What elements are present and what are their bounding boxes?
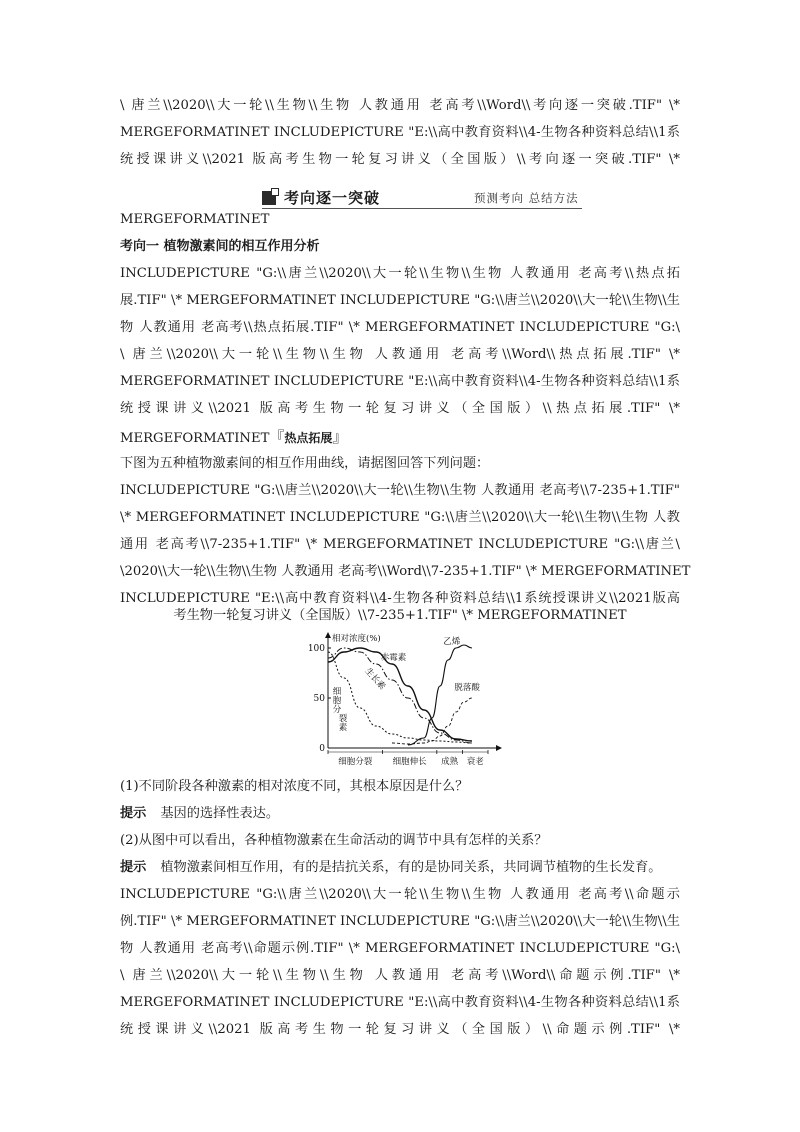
field-code-line: MERGEFORMATINET INCLUDEPICTURE "E:\\高中教育资料\\4-生物各种资料总结\\1系: [120, 125, 680, 140]
series-label: 赤霉素: [380, 653, 407, 663]
field-code-line: MERGEFORMATINET INCLUDEPICTURE "E:\\高中教育资料\\4-生物各种资料总结\\1系: [120, 374, 680, 389]
field-code-line: 统授课讲义\\2021 版高考生物一轮复习讲义（全国版）\\考向逐一突破.TIF" \*: [120, 152, 680, 167]
x-stage-label: 成熟: [441, 757, 459, 767]
x-axis-arrow: [496, 745, 502, 751]
tag-bracket-close: 』: [332, 428, 348, 446]
field-code-line: 展.TIF" \* MERGEFORMATINET INCLUDEPICTURE "G:\\唐兰\\2020\\大一轮\\生物\\生: [120, 293, 680, 308]
field-code-line: INCLUDEPICTURE "G:\\唐兰\\2020\\大一轮\\生物\\生物 人教通用 老高考\\7-235+1.TIF": [120, 483, 680, 498]
question-2: (2)从图中可以看出，各种植物激素在生命活动的调节中具有怎样的关系？: [120, 833, 548, 848]
series-line-3: [328, 652, 472, 743]
hint-text: 植物激素间相互作用，有的是拮抗关系，有的是协同关系，共同调节植物的生长发育。: [160, 860, 662, 875]
x-stage-label: 细胞伸长: [392, 757, 427, 767]
field-code-line: 统授课讲义\\2021 版高考生物一轮复习讲义（全国版）\\命题示例.TIF" \*: [120, 1022, 680, 1037]
series-label-char: 胞: [332, 696, 342, 706]
series-label-char: 细: [332, 687, 342, 697]
y-axis-label: 相对浓度(%): [332, 634, 381, 644]
field-code-line: 例.TIF" \* MERGEFORMATINET INCLUDEPICTURE "G:\\唐兰\\2020\\大一轮\\生物\\生: [120, 914, 680, 929]
question-intro: 下图为五种植物激素间的相互作用曲线，请据图回答下列问题：: [120, 456, 490, 471]
series-label-char: 分: [332, 705, 342, 715]
field-code-line: INCLUDEPICTURE "G:\\唐兰\\2020\\大一轮\\生物\\生物 人教通用 老高考\\命题示: [120, 887, 680, 902]
x-stage-label: 细胞分裂: [338, 757, 373, 767]
field-code-line: MERGEFORMATINET: [120, 212, 270, 227]
field-code-line: \2020\\大一轮\\生物\\生物 人教通用 老高考\\Word\\7-235+1.TIF" \* MERGEFORMATINET: [120, 564, 691, 579]
field-code-line: \ 唐兰\\2020\\大一轮\\生物\\生物 人教通用 老高考\\Word\\考向逐一突破.TIF" \*: [120, 98, 680, 113]
y-tick-label: 0: [319, 744, 325, 754]
field-code-line: 物 人教通用 老高考\\命题示例.TIF" \* MERGEFORMATINET INCLUDEPICTURE "G:\: [120, 941, 680, 956]
hot-tag-label: 热点拓展: [284, 431, 333, 445]
series-label-char: 裂: [338, 714, 348, 724]
hormone-chart: [306, 630, 506, 772]
series-label: 脱落酸: [454, 683, 480, 693]
series-label-char: 素: [338, 723, 348, 733]
field-code-line: \* MERGEFORMATINET INCLUDEPICTURE "G:\\唐兰\\2020\\大一轮\\生物\\生物 人教: [120, 510, 680, 525]
field-code-line: 物 人教通用 老高考\\热点拓展.TIF" \* MERGEFORMATINET INCLUDEPICTURE "G:\: [120, 320, 680, 335]
answer-2: [120, 859, 680, 877]
field-code-line: 通用 老高考\\7-235+1.TIF" \* MERGEFORMATINET INCLUDEPICTURE "G:\\唐兰\: [120, 537, 680, 552]
y-tick-label: 100: [307, 644, 325, 654]
section-banner: [262, 187, 582, 211]
field-code-line: 统授课讲义\\2021 版高考生物一轮复习讲义（全国版）\\热点拓展.TIF" \*: [120, 401, 680, 416]
hormone-chart-svg: [306, 630, 506, 772]
hint-label: 提示: [120, 806, 147, 821]
hint-text: 基因的选择性表达。: [160, 806, 280, 821]
field-code-line: \ 唐兰\\2020\\大一轮\\生物\\生物 人教通用 老高考\\Word\\热点拓展.TIF" \*: [120, 347, 680, 362]
series-label: 生长素: [362, 666, 388, 692]
hint-label: 提示: [120, 860, 147, 875]
field-code-line: MERGEFORMATINET INCLUDEPICTURE "E:\\高中教育资料\\4-生物各种资料总结\\1系: [120, 995, 680, 1010]
series-label: 乙烯: [443, 637, 461, 647]
y-axis-arrow: [325, 632, 331, 638]
field-code-text: MERGEFORMATINET: [120, 431, 270, 446]
question-1: (1)不同阶段各种激素的相对浓度不同，其根本原因是什么？: [120, 779, 469, 794]
banner-square-icon: [262, 191, 276, 205]
field-code-line: \ 唐兰\\2020\\大一轮\\生物\\生物 人教通用 老高考\\Word\\命题示例.TIF" \*: [120, 968, 680, 983]
banner-subtitle: 预测考向 总结方法: [474, 191, 579, 205]
section-heading: 考向一 植物激素间的相互作用分析: [120, 239, 320, 254]
field-code-line: 考生物一轮复习讲义（全国版）\\7-235+1.TIF" \* MERGEFORMATINET: [173, 608, 627, 623]
x-stage-label: 衰老: [466, 757, 484, 767]
field-code-line: INCLUDEPICTURE "G:\\唐兰\\2020\\大一轮\\生物\\生物 人教通用 老高考\\热点拓: [120, 266, 680, 281]
answer-1: [120, 805, 680, 823]
banner-rule: [262, 208, 582, 209]
field-code-line: INCLUDEPICTURE "E:\\高中教育资料\\4-生物各种资料总结\\1系统授课讲义\\2021版高: [120, 591, 680, 606]
banner-title: 考向逐一突破: [284, 189, 381, 207]
hot-tag-line: [120, 428, 680, 448]
tag-bracket-open: 『: [269, 428, 285, 446]
y-tick-label: 50: [313, 694, 325, 704]
